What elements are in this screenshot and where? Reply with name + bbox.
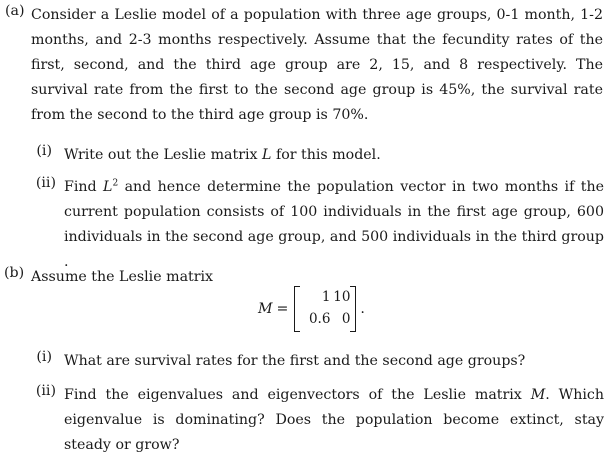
matrix-period: . (360, 301, 365, 317)
matrix-cell: 10 (333, 289, 351, 305)
matrix-m (294, 286, 356, 332)
matrix-cell: 0.6 (308, 311, 331, 327)
part-a-text: Consider a Leslie model of a population with three age groups, 0-1 month, 1-2 months, and 2-3 months respectively. Assume that the fecundity rates of the first, second, and the third age group are 2, 15, and 8 respectively. The survival rate from the first to the second age group is 45%, the survival rate from the second to the third age group is 70%. (31, 7, 603, 123)
part-b-i-label: (i) (36, 349, 52, 365)
part-a-ii-label: (ii) (35, 175, 56, 191)
matrix-l-squared-symbol: L (103, 179, 113, 195)
part-b-i-text: What are survival rates for the first and the second age groups? (64, 353, 526, 369)
matrix-equation (258, 287, 365, 331)
part-a-ii-text: Find $L^2$ and hence determine the population vector in two months if the current population consists of 100 individuals in the first age group, 600 individuals in the second age group, and 500 individuals in the third group . (64, 178, 604, 270)
part-a-i-text: Write out the Leslie matrix L for this model. (64, 147, 381, 163)
matrix-l-symbol: L (262, 147, 272, 163)
matrix-m-symbol: M (530, 387, 546, 403)
matrix-name: M (258, 301, 273, 317)
part-a-i-label: (i) (36, 143, 52, 159)
matrix-cell: 1 (321, 289, 331, 305)
part-b-label: (b) (4, 265, 25, 281)
matrix-equals: = (276, 301, 289, 317)
part-a-label: (a) (5, 3, 25, 19)
part-b-ii-label: (ii) (35, 383, 56, 399)
matrix-cell: 0 (341, 311, 351, 327)
part-b-ii-text: Find the eigenvalues and eigenvectors of the Leslie matrix M. Which eigenvalue is dominating? Does the population become extinct, stay steady or grow? (64, 387, 604, 453)
right-bracket (350, 286, 356, 332)
part-b-intro: Assume the Leslie matrix (31, 269, 214, 285)
